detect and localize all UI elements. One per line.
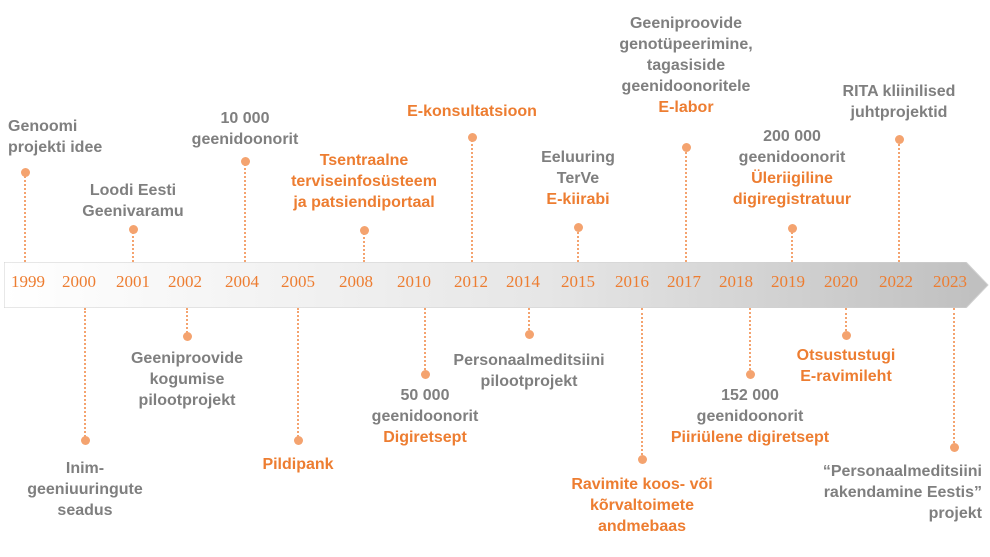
- event-text-line: pilootprojekt: [480, 373, 578, 390]
- event-text-line: genotüpeerimine,: [619, 36, 753, 53]
- event-text-line: Tsentraalne: [319, 152, 409, 169]
- connector-line-2018: [749, 308, 751, 374]
- event-label-2019: [733, 126, 851, 210]
- event-label-2004: [192, 108, 299, 150]
- event-label-2018: [671, 385, 829, 448]
- event-label-2000: [27, 458, 143, 521]
- connector-dot-2020: [842, 331, 851, 340]
- event-text-line: Digiretsept: [383, 429, 467, 446]
- event-label-2010: [372, 385, 479, 448]
- event-text-line: Loodi Eesti: [89, 182, 177, 199]
- event-label-2012: [407, 101, 537, 122]
- event-text-line: TerVe: [556, 170, 600, 187]
- connector-line-2004: [244, 161, 246, 262]
- connector-line-2000: [84, 308, 86, 440]
- event-text-line: E-kiirabi: [546, 191, 610, 208]
- event-text-line: E-ravimileht: [800, 368, 892, 385]
- connector-dot-2018: [746, 370, 755, 379]
- event-text-line: projekt: [928, 505, 982, 522]
- connector-dot-2005: [294, 436, 303, 445]
- event-label-2016: [571, 474, 712, 537]
- event-label-2001: [82, 180, 183, 222]
- event-text-line: 152 000: [721, 387, 779, 404]
- year-label-2012: 2012: [454, 272, 488, 291]
- event-label-2017: [619, 13, 752, 118]
- year-label-2000: 2000: [62, 272, 96, 291]
- event-label-2023: [823, 461, 982, 524]
- event-label-2020: [797, 345, 896, 387]
- connector-line-2010: [424, 308, 426, 374]
- connector-dot-2004: [241, 157, 250, 166]
- connector-dot-2000: [81, 436, 90, 445]
- connector-line-2005: [297, 308, 299, 440]
- event-label-2014: [453, 350, 604, 392]
- connector-line-2023: [953, 308, 955, 447]
- connector-dot-2016: [638, 455, 647, 464]
- year-label-2023: 2023: [933, 272, 967, 291]
- event-label-2008: [291, 150, 437, 213]
- event-text-line: Ravimite koos- või: [571, 476, 713, 493]
- event-text-line: Geenivaramu: [82, 203, 184, 220]
- event-label-2005: [262, 454, 333, 475]
- year-label-2002: 2002: [168, 272, 202, 291]
- event-text-line: RITA kliinilised: [842, 83, 956, 100]
- event-text-line: Geeniproovide: [629, 15, 743, 32]
- year-label-2016: 2016: [615, 272, 649, 291]
- event-text-line: geenidoonorit: [191, 131, 299, 148]
- event-text-line: Otsustustugi: [796, 347, 896, 364]
- event-text-line: geenidoonoritele: [621, 78, 751, 95]
- connector-dot-2012: [468, 133, 477, 142]
- event-text-line: terviseinfosüsteem: [291, 173, 437, 190]
- connector-line-2008: [363, 230, 365, 262]
- event-text-line: Piiriülene digiretsept: [670, 429, 830, 446]
- year-label-2008: 2008: [339, 272, 373, 291]
- connector-dot-2002: [183, 332, 192, 341]
- event-text-line: juhtprojektid: [850, 104, 948, 121]
- event-text-line: pilootprojekt: [138, 392, 236, 409]
- event-text-line: Geeniproovide: [130, 350, 244, 367]
- event-label-1999: [8, 116, 102, 158]
- connector-dot-2010: [421, 370, 430, 379]
- event-label-2002: [131, 348, 243, 411]
- event-text-line: andmebaas: [597, 518, 687, 535]
- connector-dot-2014: [525, 330, 534, 339]
- year-label-2014: 2014: [506, 272, 540, 291]
- connector-line-2015: [577, 227, 579, 262]
- connector-dot-2022: [895, 135, 904, 144]
- year-label-2022: 2022: [879, 272, 913, 291]
- connector-line-2001: [132, 229, 134, 262]
- event-text-line: rakendamine Eestis”: [823, 484, 982, 501]
- event-text-line: projekti idee: [8, 139, 103, 156]
- event-text-line: geeniuuringute: [27, 481, 143, 498]
- connector-dot-2015: [574, 223, 583, 232]
- event-text-line: kõrvaltoimete: [589, 497, 695, 514]
- event-text-line: ja patsiendiportaal: [293, 194, 435, 211]
- connector-dot-2023: [950, 443, 959, 452]
- event-text-line: seadus: [57, 502, 113, 519]
- event-text-line: E-konsultatsioon: [407, 103, 537, 120]
- event-label-2022: [843, 81, 956, 123]
- year-label-2017: 2017: [667, 272, 701, 291]
- event-text-line: 200 000: [763, 128, 821, 145]
- connector-dot-2001: [129, 225, 138, 234]
- connector-dot-2019: [788, 224, 797, 233]
- year-label-2010: 2010: [397, 272, 431, 291]
- year-label-2018: 2018: [719, 272, 753, 291]
- event-text-line: E-labor: [658, 99, 714, 116]
- connector-line-2017: [685, 147, 687, 262]
- event-text-line: kogumise: [149, 371, 225, 388]
- year-label-1999: 1999: [11, 272, 45, 291]
- connector-line-2016: [641, 308, 643, 459]
- event-text-line: Personaalmeditsiini: [453, 352, 605, 369]
- event-text-line: 50 000: [400, 387, 450, 404]
- event-text-line: digiregistratuur: [732, 191, 852, 208]
- event-text-line: Pildipank: [262, 456, 334, 473]
- year-label-2020: 2020: [824, 272, 858, 291]
- connector-line-2019: [791, 228, 793, 262]
- event-text-line: geenidoonorit: [696, 408, 804, 425]
- event-text-line: 10 000: [220, 110, 270, 127]
- event-text-line: “Personaalmeditsiini: [822, 463, 982, 480]
- event-text-line: tagasiside: [646, 57, 726, 74]
- connector-line-1999: [24, 172, 26, 262]
- year-label-2001: 2001: [116, 272, 150, 291]
- connector-dot-2017: [682, 143, 691, 152]
- connector-line-2012: [471, 137, 473, 262]
- year-label-2015: 2015: [561, 272, 595, 291]
- connector-line-2022: [898, 139, 900, 262]
- event-text-line: Üleriigiline: [751, 170, 833, 187]
- connector-dot-2008: [360, 226, 369, 235]
- year-label-2005: 2005: [281, 272, 315, 291]
- event-text-line: geenidoonorit: [371, 408, 479, 425]
- year-label-2019: 2019: [771, 272, 805, 291]
- year-label-2004: 2004: [225, 272, 259, 291]
- event-text-line: geenidoonorit: [738, 149, 846, 166]
- event-label-2015: [541, 147, 615, 210]
- event-text-line: Genoomi: [8, 118, 78, 135]
- event-text-line: Inim-: [65, 460, 105, 477]
- event-text-line: Eeluuring: [541, 149, 615, 166]
- connector-dot-1999: [21, 168, 30, 177]
